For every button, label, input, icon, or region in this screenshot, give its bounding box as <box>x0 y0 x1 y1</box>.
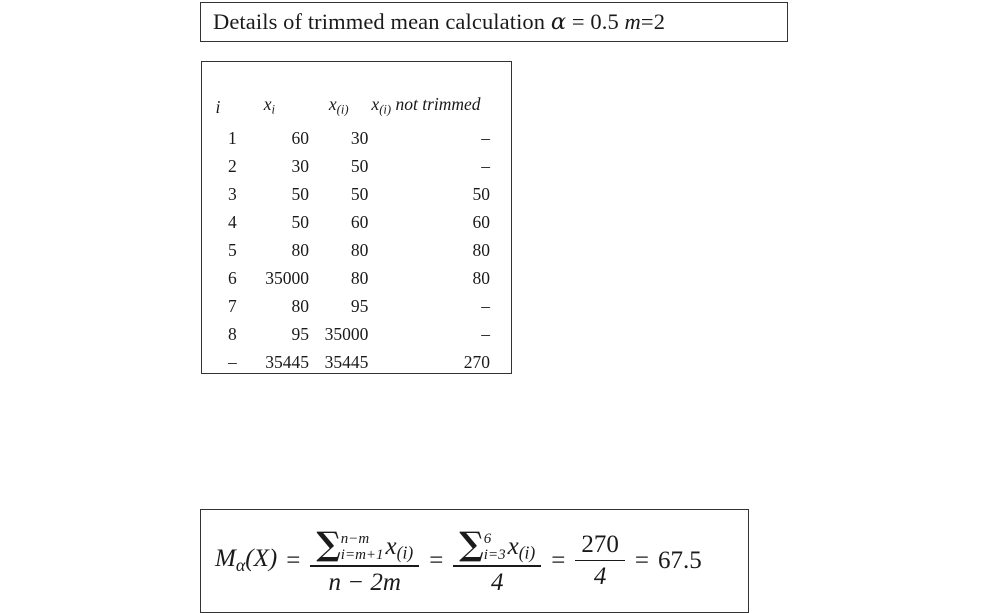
cell-index: 1 <box>228 127 237 148</box>
table-row <box>202 320 511 348</box>
fraction-result <box>575 531 625 592</box>
trimmed-mean-formula <box>215 516 702 606</box>
summation-limits <box>484 532 506 563</box>
cell-index: 5 <box>228 239 237 260</box>
table-row <box>202 152 511 180</box>
fraction-general-numerator <box>310 525 419 565</box>
header-not-trimmed-base: x <box>371 94 380 114</box>
table-body <box>202 124 511 376</box>
cell-not-trimmed: – <box>481 295 490 316</box>
trimmed-mean-table <box>202 90 511 376</box>
header-not-trimmed-sub: (i) <box>379 102 392 117</box>
equals-sign-2: = <box>429 547 444 574</box>
table-row <box>202 236 511 264</box>
fraction-result-numerator: 270 <box>581 530 619 558</box>
cell-x-order: 50 <box>350 155 369 176</box>
cell-not-trimmed: 80 <box>472 239 490 260</box>
table-header-row <box>202 90 511 124</box>
header-xi <box>237 90 310 124</box>
caption-box <box>200 2 788 42</box>
alpha-symbol: α <box>550 8 567 35</box>
cell-x-order: 50 <box>350 183 369 204</box>
cell-xi: 80 <box>291 295 309 316</box>
cell-index: 7 <box>228 295 237 316</box>
summation-upper-limit: n−m <box>340 531 370 548</box>
total-xi: 35445 <box>265 351 309 372</box>
cell-not-trimmed: 80 <box>472 267 490 288</box>
header-not-trimmed <box>369 90 511 124</box>
summation-limits <box>341 532 384 563</box>
formula-lhs <box>215 545 277 576</box>
formula-lhs-M: M <box>215 545 236 573</box>
cell-xi: 80 <box>291 239 309 260</box>
cell-index: 8 <box>228 323 237 344</box>
formula-lhs-alpha: α <box>235 555 246 576</box>
summand <box>385 533 414 563</box>
summation-lower-limit: i=3 <box>483 547 506 564</box>
cell-xi: 50 <box>291 183 309 204</box>
cell-xi: 50 <box>291 211 309 232</box>
formula-result-value: 67.5 <box>657 547 702 574</box>
table-row <box>202 264 511 292</box>
cell-x-order: 60 <box>350 211 369 232</box>
cell-not-trimmed: – <box>481 155 490 176</box>
header-not-trimmed-rest: not trimmed <box>391 94 481 114</box>
summation-upper-limit: 6 <box>483 531 492 548</box>
table-row <box>202 180 511 208</box>
header-xi-sub: i <box>271 102 275 117</box>
summand <box>507 533 536 563</box>
cell-not-trimmed: 60 <box>472 211 490 232</box>
summand-base: x <box>385 533 397 561</box>
header-x-order-base: x <box>328 94 337 114</box>
formula-box <box>200 509 749 613</box>
cell-x-order: 80 <box>350 239 369 260</box>
cell-index: 4 <box>228 211 237 232</box>
cell-xi: 95 <box>291 323 309 344</box>
cell-not-trimmed: – <box>481 127 490 148</box>
m-symbol: m <box>624 8 641 34</box>
cell-xi: 35000 <box>265 267 309 288</box>
fraction-numeric-numerator <box>453 525 541 565</box>
equals-sign-4: = <box>634 547 649 574</box>
cell-not-trimmed: 50 <box>472 183 490 204</box>
cell-x-order: 95 <box>350 295 369 316</box>
total-not-trimmed: 270 <box>463 351 490 372</box>
cell-x-order: 35000 <box>324 323 369 344</box>
table-row <box>202 292 511 320</box>
summand-sub: (i) <box>396 542 414 563</box>
alpha-relation: = 0.5 <box>566 8 625 34</box>
header-xi-base: x <box>263 94 272 114</box>
table-total-row <box>202 348 511 376</box>
cell-not-trimmed: – <box>481 323 490 344</box>
cell-x-order: 80 <box>350 267 369 288</box>
fraction-result-denominator: 4 <box>593 563 607 591</box>
cell-index: 3 <box>228 183 237 204</box>
summation-icon: ∑ <box>316 524 341 564</box>
fraction-numeric-limits <box>453 525 541 596</box>
header-x-order <box>310 90 369 124</box>
cell-xi: 30 <box>291 155 309 176</box>
cell-x-order: 30 <box>350 127 369 148</box>
equals-sign-3: = <box>551 547 566 574</box>
cell-xi: 60 <box>291 127 309 148</box>
header-index: i <box>215 96 221 117</box>
caption-prefix: Details of trimmed mean calculation <box>213 8 551 34</box>
m-value: =2 <box>640 8 666 34</box>
total-x-order: 35445 <box>324 351 369 372</box>
summand-base: x <box>507 533 519 561</box>
fraction-general-denominator: n − 2m <box>328 568 401 596</box>
cell-index: 2 <box>228 155 237 176</box>
caption-text <box>213 8 666 35</box>
summation-icon: ∑ <box>459 524 484 564</box>
table-box <box>201 61 512 374</box>
formula-lhs-arg: (X) <box>245 545 278 573</box>
fraction-general <box>310 525 419 596</box>
equals-sign-1: = <box>286 547 301 574</box>
cell-index: 6 <box>228 267 237 288</box>
summation-lower-limit: i=m+1 <box>340 547 384 564</box>
header-x-order-sub: (i) <box>336 102 349 117</box>
total-index: – <box>228 351 237 372</box>
table-row <box>202 208 511 236</box>
table-header <box>202 90 511 124</box>
summand-sub: (i) <box>518 542 536 563</box>
table-row <box>202 124 511 152</box>
fraction-numeric-denominator: 4 <box>491 568 504 596</box>
